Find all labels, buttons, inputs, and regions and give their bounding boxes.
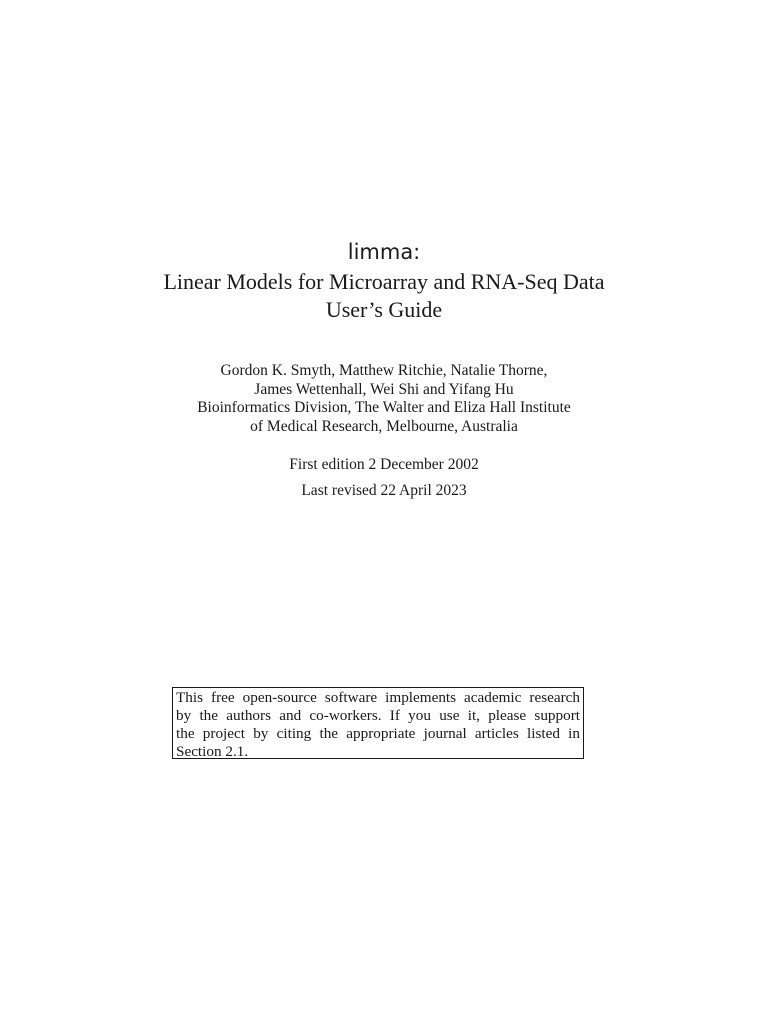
last-revised-date: Last revised 22 April 2023 [301, 482, 467, 499]
notice-line: by the authors and co-workers. If you use it, please support [176, 707, 580, 724]
notice-line: This free open-source software implements academic research [176, 689, 580, 706]
notice-line: the project by citing the appropriate journal articles listed in [176, 725, 580, 742]
author-block [0, 362, 768, 436]
author-line: Gordon K. Smyth, Matthew Ritchie, Natalie Thorne, [220, 362, 548, 379]
affiliation-line: of Medical Research, Melbourne, Australia [250, 417, 518, 435]
notice-line: Section 2.1. [176, 743, 249, 760]
package-name: limma: [347, 240, 421, 264]
document-title: Linear Models for Microarray and RNA-Seq Data [163, 269, 605, 294]
document-subtitle: User’s Guide [325, 297, 443, 322]
author-line: James Wettenhall, Wei Shi and Yifang Hu [254, 380, 514, 398]
citation-notice-box [172, 687, 584, 759]
affiliation-line: Bioinformatics Division, The Walter and Eliza Hall Institute [197, 399, 571, 416]
first-edition-date: First edition 2 December 2002 [289, 456, 479, 473]
